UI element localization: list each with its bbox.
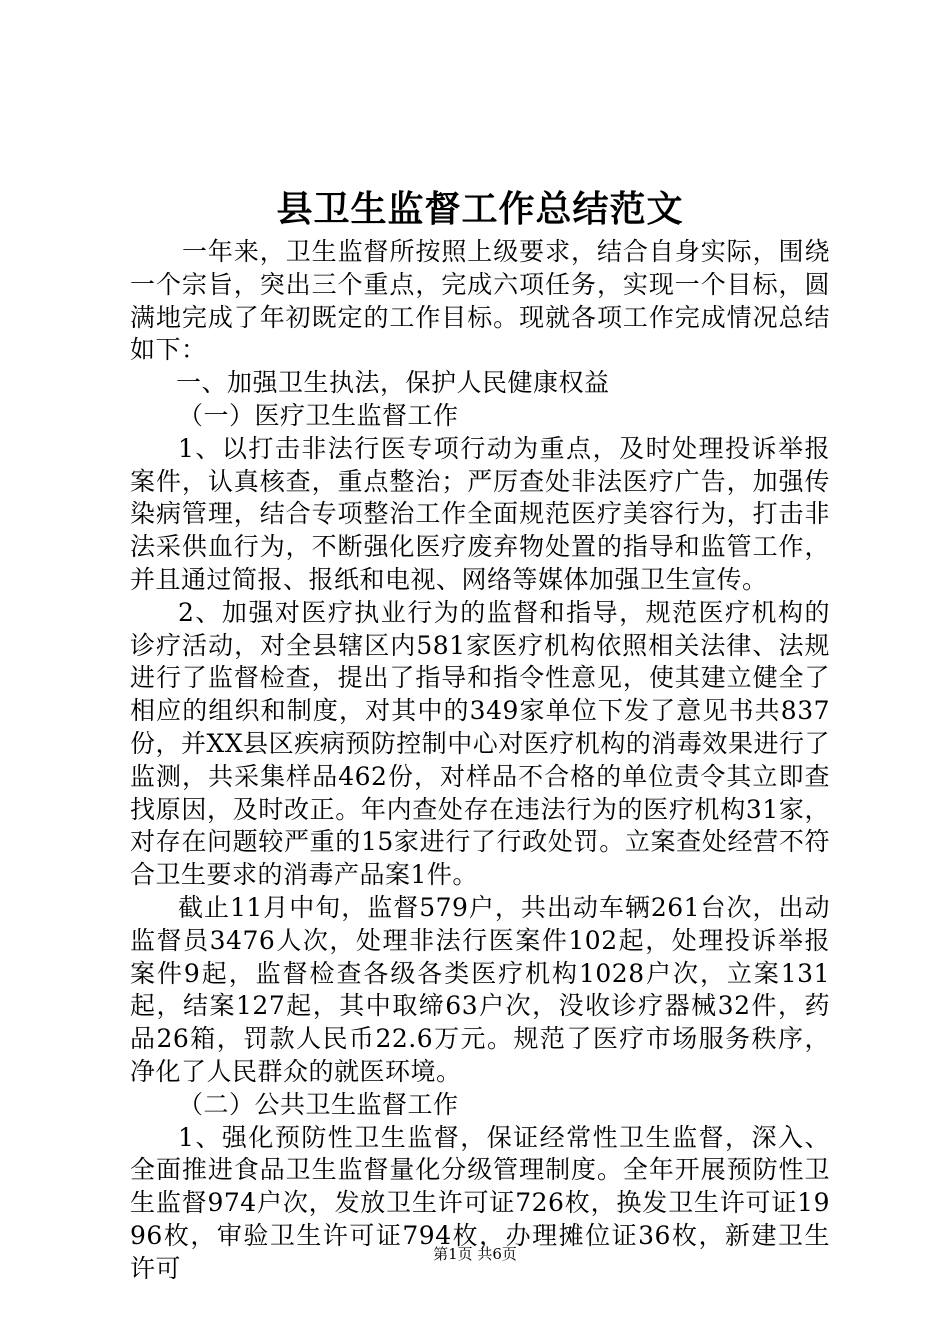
paragraph-medical-2: 2、加强对医疗执业行为的监督和指导，规范医疗机构的诊疗活动，对全县辖区内581家医疗机构依照相关法律、法规进行了监督检查，提出了指导和指令性意见，使其建立健全了相应的组织和制度，对其中的349家单位下发了意见书共837份，并XX县区疾病预防控制中心对医疗机构的消毒效果进行了监测，共采集样品462份，对样品不合格的单位责令其立即查找原因，及时改正。年内查处存在违法行为的医疗机构31家，对存在问题较严重的15家进行了行政处罚。立案查处经营不符合卫生要求的消毒产品案1件。 [130,597,830,890]
subsection-heading-2: （二）公共卫生监督工作 [178,1089,459,1119]
intro-paragraph: 一年来，卫生监督所按照上级要求，结合自身实际，围绕一个宗旨，突出三个重点，完成六项任务，实现一个目标，圆满地完成了年初既定的工作目标。现就各项工作完成情况总结如下： [130,237,830,365]
subsection-heading-1: （一）医疗卫生监督工作 [178,400,459,430]
document-body [130,236,830,1286]
section-heading-1: 一、加强卫生执法，保护人民健康权益 [176,368,610,398]
document-title: 县卫生监督工作总结范文 [276,188,684,230]
paragraph-medical-1: 1、以打击非法行医专项行动为重点，及时处理投诉举报案件，认真核查，重点整治；严厉查处非法医疗广告，加强传染病管理，结合专项整治工作全面规范医疗美容行为，打击非法采供血行为，不断强化医疗废弃物处置的指导和监管工作，并且通过简报、报纸和电视、网络等媒体加强卫生宣传。 [130,433,830,594]
paragraph-statistics: 截止11月中旬，监督579户，共出动车辆261台次，出动监督员3476人次，处理非法行医案件102起，处理投诉举报案件9起，监督检查各级各类医疗机构1028户次，立案131起，结案127起，其中取缔63户次，没收诊疗器械32件，药品26箱，罚款人民币22.6万元。规范了医疗市场服务秩序，净化了人民群众的就医环境。 [130,892,830,1086]
page-footer: 第1页 共6页 [433,1245,517,1263]
paragraph-public-1: 1、强化预防性卫生监督，保证经常性卫生监督，深入、全面推进食品卫生监督量化分级管理制度。全年开展预防性卫生监督974户次，发放卫生许可证726枚，换发卫生许可证1996枚，审验卫生许可证794枚，办理摊位证36枚，新建卫生许可 [130,1122,830,1283]
